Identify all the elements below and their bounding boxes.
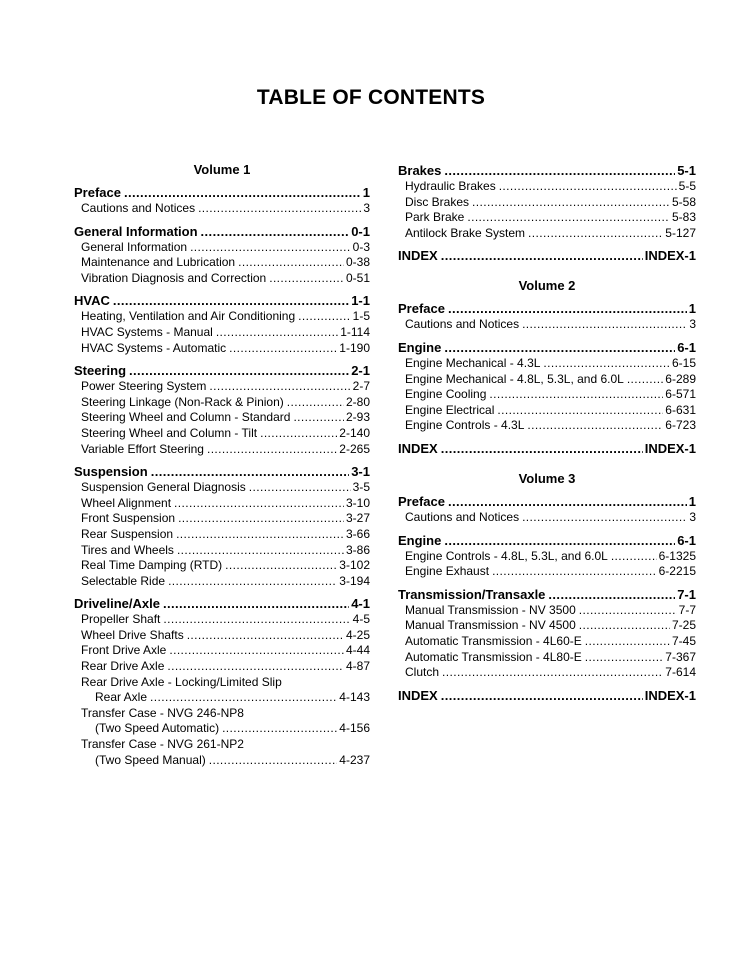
entry-label: Engine [398, 339, 442, 355]
dot-leader [528, 226, 663, 242]
dot-leader [611, 549, 657, 565]
toc-entry[interactable] [74, 659, 370, 675]
dot-leader [222, 721, 337, 737]
dot-leader [163, 612, 350, 628]
page-number: 3-1 [351, 464, 370, 480]
dot-leader [198, 201, 361, 217]
toc-left-column [74, 162, 370, 774]
entry-label: Engine Controls - 4.8L, 5.3L, and 6.0L [405, 548, 608, 563]
dot-leader [129, 362, 349, 379]
page-number: 3-194 [339, 573, 370, 588]
entry-label: HVAC [74, 293, 110, 309]
page-number: 5-127 [665, 225, 696, 240]
entry-label: Steering Wheel and Column - Standard [81, 410, 291, 425]
toc-right-column [398, 162, 696, 710]
entry-label: Engine Electrical [405, 402, 495, 417]
entry-label: Manual Transmission - NV 4500 [405, 618, 576, 633]
page-number: 2-140 [339, 425, 370, 440]
dot-leader [269, 271, 344, 287]
entry-label: INDEX [398, 248, 438, 264]
dot-leader [229, 341, 337, 357]
dot-leader [579, 618, 670, 634]
toc-entry[interactable] [398, 564, 696, 580]
page-number: 4-156 [339, 721, 370, 736]
page-number: 3-10 [345, 495, 370, 510]
toc-entry[interactable] [74, 527, 370, 543]
page-number: 4-25 [345, 627, 370, 642]
section-heading[interactable] [74, 595, 370, 612]
page-number: 1-5 [352, 309, 370, 324]
dot-leader [492, 564, 657, 580]
entry-label-line: Transfer Case - NVG 246-NP8 [81, 705, 244, 720]
toc-entry[interactable] [74, 240, 370, 256]
dot-leader [548, 586, 675, 603]
entry-label: Cautions and Notices [405, 509, 520, 524]
section-heading[interactable] [74, 292, 370, 309]
dot-leader [124, 184, 361, 201]
dot-leader [209, 379, 350, 395]
toc-entry[interactable] [74, 271, 370, 287]
toc-section [398, 532, 696, 580]
toc-entry[interactable] [398, 618, 696, 634]
toc-entry[interactable] [74, 410, 370, 426]
toc-entry[interactable] [398, 603, 696, 619]
toc-entry[interactable] [74, 341, 370, 357]
entry-label: General Information [81, 239, 188, 254]
dot-leader [201, 223, 350, 240]
page-title: TABLE OF CONTENTS [256, 86, 486, 109]
page-number: 3-86 [345, 542, 370, 557]
toc-section [398, 440, 696, 457]
toc-section [74, 595, 370, 768]
dot-leader [293, 410, 344, 426]
page-number: 6-1325 [658, 548, 696, 563]
entry-label: INDEX [398, 687, 438, 703]
dot-leader [190, 240, 351, 256]
entry-label: Wheel Alignment [81, 495, 172, 510]
entry-label: Cautions and Notices [405, 317, 520, 332]
entry-label: Clutch [405, 665, 440, 680]
page-number: 4-44 [345, 643, 370, 658]
page-number: 0-51 [345, 270, 370, 285]
toc-entry[interactable] [74, 379, 370, 395]
entry-label: Engine Cooling [405, 387, 487, 402]
toc-entry[interactable] [398, 634, 696, 650]
dot-leader [472, 195, 670, 211]
toc-entry[interactable] [74, 558, 370, 574]
page-number: 3 [689, 509, 696, 524]
toc-section [398, 687, 696, 704]
entry-label: Power Steering System [81, 379, 207, 394]
entry-label: Disc Brakes [405, 194, 470, 209]
page-number: 4-143 [339, 690, 370, 705]
entry-label: Steering Wheel and Column - Tilt [81, 425, 258, 440]
entry-label: Front Suspension [81, 511, 176, 526]
page-number: 1-1 [351, 293, 370, 309]
section-heading[interactable] [74, 184, 370, 201]
dot-leader [444, 162, 675, 179]
dot-leader [444, 532, 675, 549]
toc-entry[interactable] [74, 426, 370, 442]
toc-entry[interactable] [398, 226, 696, 242]
dot-leader [448, 493, 687, 510]
dot-leader [187, 628, 344, 644]
toc-entry[interactable] [398, 195, 696, 211]
dot-leader [585, 650, 664, 666]
page-number: INDEX-1 [644, 687, 696, 703]
section-heading[interactable] [398, 532, 696, 549]
page-number: 1 [688, 493, 696, 509]
page-number: 7-614 [665, 665, 696, 680]
page-number: 6-571 [665, 387, 696, 402]
page-number: 6-289 [665, 371, 696, 386]
page-number: INDEX-1 [644, 248, 696, 264]
section-heading[interactable] [398, 247, 696, 264]
entry-label: Antilock Brake System [405, 225, 526, 240]
entry-label: Engine Mechanical - 4.8L, 5.3L, and 6.0L [405, 371, 624, 386]
dot-leader [177, 543, 344, 559]
toc-entry[interactable] [398, 317, 696, 333]
toc-section [398, 247, 696, 264]
dot-leader [168, 574, 337, 590]
entry-label: Engine Mechanical - 4.3L [405, 355, 541, 370]
toc-entry[interactable] [74, 690, 370, 706]
section-heading[interactable] [74, 362, 370, 379]
page-number: 6-1 [677, 339, 696, 355]
entry-label: Engine Exhaust [405, 564, 490, 579]
section-heading[interactable] [398, 440, 696, 457]
toc-entry[interactable] [74, 721, 370, 737]
page-number: 3 [363, 201, 370, 215]
toc-entry[interactable] [74, 574, 370, 590]
dot-leader [444, 339, 675, 356]
toc-section [398, 586, 696, 681]
entry-label: Brakes [398, 163, 442, 178]
section-heading[interactable] [74, 463, 370, 480]
entry-label: Steering Linkage (Non-Rack & Pinion) [81, 394, 284, 409]
entry-label: Real Time Damping (RTD) [81, 558, 223, 573]
toc-entry[interactable] [74, 511, 370, 527]
entry-label: Manual Transmission - NV 3500 [405, 602, 576, 617]
page-number: 0-3 [352, 239, 370, 254]
entry-label: Suspension General Diagnosis [81, 480, 246, 495]
dot-leader [441, 687, 643, 704]
page-number: 5-58 [671, 194, 696, 209]
toc-entry[interactable] [398, 372, 696, 388]
volume-heading: Volume 1 [193, 162, 251, 177]
page-number: 2-265 [339, 441, 370, 456]
entry-label-line: Transfer Case - NVG 261-NP2 [81, 737, 244, 752]
page-number: 5-83 [671, 210, 696, 225]
dot-leader [151, 463, 350, 480]
page-number: 1-114 [340, 324, 370, 339]
entry-label: INDEX [398, 440, 438, 456]
page-number: 3-102 [339, 558, 370, 573]
entry-label: General Information [74, 223, 198, 239]
entry-label: Steering [74, 363, 127, 379]
dot-leader [522, 510, 687, 526]
toc-section [398, 300, 696, 333]
dot-leader [441, 247, 643, 264]
dot-leader [150, 690, 337, 706]
entry-label: Preface [74, 185, 121, 200]
entry-label: Hydraulic Brakes [405, 179, 496, 193]
entry-label: Tires and Wheels [81, 542, 174, 557]
toc-section [74, 223, 370, 287]
section-heading[interactable] [398, 162, 696, 179]
dot-leader [448, 300, 687, 317]
dot-leader [442, 665, 663, 681]
toc-section [74, 292, 370, 356]
toc-entry[interactable] [74, 395, 370, 411]
dot-leader [543, 356, 670, 372]
entry-label: Variable Effort Steering [81, 441, 204, 456]
dot-leader [260, 426, 337, 442]
dot-leader [627, 372, 663, 388]
entry-label: Driveline/Axle [74, 596, 160, 612]
section-heading[interactable] [398, 300, 696, 317]
page-number: 3-5 [352, 480, 370, 495]
entry-label: (Two Speed Automatic) [95, 721, 220, 736]
toc-entry[interactable] [398, 650, 696, 666]
dot-leader [174, 496, 344, 512]
dot-leader [176, 527, 344, 543]
toc-entry[interactable] [74, 612, 370, 628]
entry-label: (Two Speed Manual) [95, 752, 206, 767]
entry-label: HVAC Systems - Automatic [81, 340, 227, 355]
volume-heading: Volume 2 [518, 278, 576, 294]
dot-leader [238, 255, 344, 271]
page-number: 6-631 [665, 402, 696, 417]
entry-label: Rear Axle [95, 690, 148, 705]
dot-leader [167, 659, 344, 675]
section-heading[interactable] [74, 223, 370, 240]
section-heading[interactable] [398, 493, 696, 510]
toc-section [74, 463, 370, 589]
page-number: INDEX-1 [644, 440, 696, 456]
page-number: 2-80 [345, 394, 370, 409]
entry-label: Wheel Drive Shafts [81, 627, 184, 642]
toc-entry[interactable] [398, 179, 696, 195]
dot-leader [467, 210, 670, 226]
toc-entry[interactable] [74, 643, 370, 659]
toc-entry[interactable] [74, 325, 370, 341]
dot-leader [163, 595, 349, 612]
dot-leader [579, 603, 677, 619]
entry-label: Automatic Transmission - 4L60-E [405, 633, 582, 648]
page-number: 6-2215 [658, 564, 696, 579]
toc-entry[interactable] [398, 403, 696, 419]
page-number: 1 [688, 301, 696, 317]
section-heading[interactable] [398, 586, 696, 603]
toc-section [74, 184, 370, 217]
section-heading[interactable] [398, 687, 696, 704]
page-number: 1-190 [339, 340, 370, 355]
page-number: 0-38 [345, 255, 370, 270]
page-number: 4-1 [351, 596, 370, 612]
toc-entry[interactable] [74, 496, 370, 512]
toc-entry[interactable] [398, 387, 696, 403]
dot-leader [113, 292, 349, 309]
page-number: 1 [362, 185, 370, 200]
dot-leader [489, 387, 663, 403]
toc-entry[interactable] [74, 309, 370, 325]
toc-section [398, 493, 696, 526]
entry-label: Selectable Ride [81, 573, 166, 588]
dot-leader [249, 480, 351, 496]
toc-section [74, 362, 370, 457]
entry-label: Preface [398, 301, 445, 317]
page-number: 7-367 [665, 649, 696, 664]
toc-section [398, 339, 696, 434]
toc-entry[interactable] [74, 201, 370, 217]
entry-label: Automatic Transmission - 4L80-E [405, 649, 582, 664]
page-number: 2-7 [352, 379, 370, 394]
page-number: 2-1 [351, 363, 370, 379]
page-number: 7-25 [671, 618, 696, 633]
dot-leader [441, 440, 643, 457]
dot-leader [169, 643, 344, 659]
page-number: 2-93 [345, 410, 370, 425]
entry-label: HVAC Systems - Manual [81, 324, 213, 339]
page-number: 6-1 [677, 532, 696, 548]
page-number: 7-1 [677, 586, 696, 602]
toc-entry[interactable] [398, 210, 696, 226]
volume-heading: Volume 3 [518, 470, 576, 486]
entry-label-line: Rear Drive Axle - Locking/Limited Slip [81, 674, 282, 689]
entry-label: Preface [398, 493, 445, 509]
dot-leader [499, 179, 677, 195]
dot-leader [225, 558, 337, 574]
entry-label: Suspension [74, 464, 148, 480]
toc-entry[interactable] [74, 753, 370, 769]
page-number: 4-5 [352, 612, 370, 627]
page-number: 4-237 [339, 752, 370, 767]
dot-leader [298, 309, 351, 325]
dot-leader [287, 395, 344, 411]
dot-leader [207, 442, 337, 458]
section-heading[interactable] [398, 339, 696, 356]
toc-entry[interactable] [398, 510, 696, 526]
entry-label: Cautions and Notices [81, 201, 196, 215]
dot-leader [522, 317, 687, 333]
entry-label: Propeller Shaft [81, 612, 161, 627]
toc-entry[interactable] [398, 356, 696, 372]
dot-leader [497, 403, 663, 419]
entry-label: Front Drive Axle [81, 643, 167, 658]
toc-entry[interactable] [74, 442, 370, 458]
entry-label: Heating, Ventilation and Air Conditioning [81, 309, 296, 324]
toc-entry[interactable] [74, 480, 370, 496]
dot-leader [527, 418, 663, 434]
page-number: 3-27 [345, 511, 370, 526]
page-number: 5-1 [677, 163, 696, 178]
dot-leader [585, 634, 670, 650]
toc-entry[interactable] [74, 628, 370, 644]
dot-leader [216, 325, 338, 341]
page-number: 0-1 [351, 223, 370, 239]
page-number: 6-15 [671, 355, 696, 370]
toc-entry[interactable] [398, 418, 696, 434]
page-number: 7-7 [678, 602, 696, 617]
toc-entry[interactable] [74, 543, 370, 559]
page-number: 4-87 [345, 659, 370, 674]
dot-leader [209, 753, 338, 769]
dot-leader [178, 511, 344, 527]
entry-label: Engine [398, 532, 442, 548]
page-number: 7-45 [671, 633, 696, 648]
entry-label: Rear Drive Axle [81, 659, 165, 674]
toc-entry[interactable] [74, 255, 370, 271]
toc-entry[interactable] [398, 665, 696, 681]
toc-entry[interactable] [398, 549, 696, 565]
page-number: 5-5 [678, 179, 696, 193]
entry-label: Vibration Diagnosis and Correction [81, 270, 267, 285]
entry-label: Transmission/Transaxle [398, 586, 546, 602]
toc-section [398, 162, 696, 241]
entry-label: Engine Controls - 4.3L [405, 418, 525, 433]
entry-label: Rear Suspension [81, 526, 174, 541]
entry-label: Maintenance and Lubrication [81, 255, 236, 270]
page-number: 3 [689, 317, 696, 332]
page-number: 3-66 [345, 526, 370, 541]
entry-label: Park Brake [405, 210, 465, 225]
page-number: 6-723 [665, 418, 696, 433]
